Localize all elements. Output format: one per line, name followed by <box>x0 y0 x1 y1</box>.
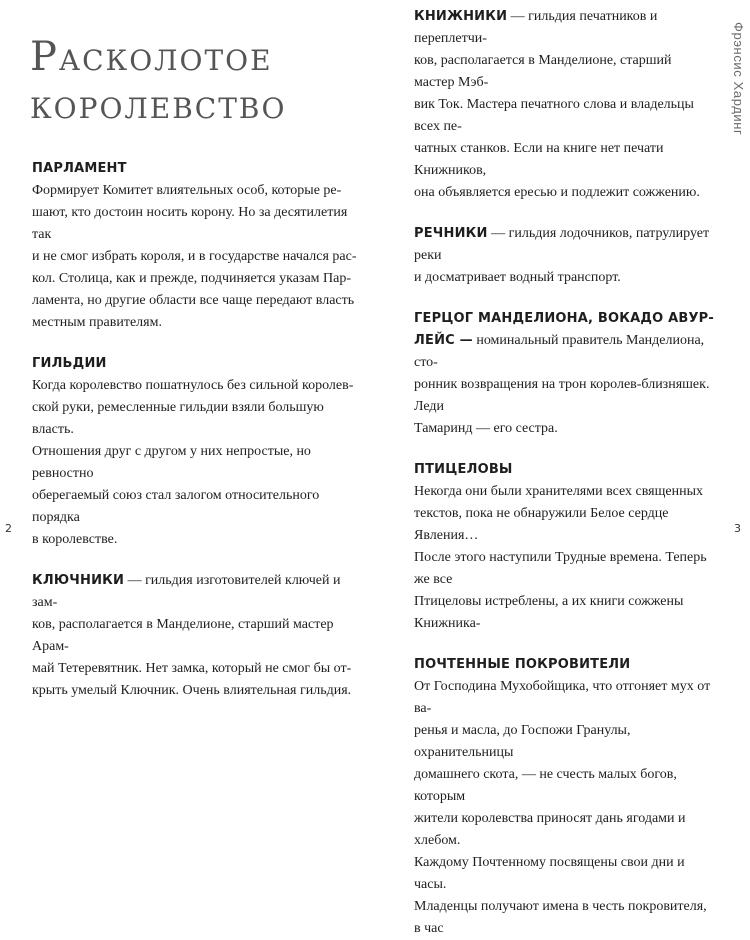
entry-line: Некогда они были хранителями всех священных <box>414 484 704 499</box>
entry-booksellers <box>414 6 714 204</box>
entry-line: Каждому Почтенному посвящены свои дни и часы. <box>414 855 685 892</box>
entry-line <box>414 6 714 50</box>
entry-line: После этого наступили Трудные времена. Теперь же все <box>414 550 707 587</box>
entry-line: и не смог избрать короля, и в государстве начался рас- <box>32 249 357 264</box>
entry-line <box>32 570 367 614</box>
entry-guilds <box>32 353 367 551</box>
entry-line <box>414 223 714 267</box>
entry-line: ламента, но другие области все чаще передают власть <box>32 293 355 308</box>
entry-birdkeepers <box>414 459 714 635</box>
entry-line: ронник возвращения на трон королев-близняшек. Леди <box>414 377 710 414</box>
entry-line: Когда королевство пошатнулось без сильной королев- <box>32 378 354 393</box>
entry-heading: РЕЧНИКИ <box>414 226 488 241</box>
page-number-left: 2 <box>5 522 12 535</box>
entry-line: домашнего скота, — не счесть малых богов, которым <box>414 767 677 804</box>
entry-line: май Тетеревятник. Нет замка, который не смог бы от- <box>32 661 352 676</box>
entry-patrons <box>414 654 714 940</box>
entry-line: она объявляется ересью и подлежит сожжению. <box>414 185 700 200</box>
entry-heading: ЛЕЙС — <box>414 333 473 348</box>
book-title <box>30 33 360 129</box>
entry-heading: ПОЧТЕННЫЕ ПОКРОВИТЕЛИ <box>414 657 631 672</box>
entry-line: Тамаринд — его сестра. <box>414 421 558 436</box>
entry-line: ков, располагается в Манделионе, старший мастер Арам- <box>32 617 334 654</box>
entry-line: ренья и масла, до Госпожи Гранулы, охранительницы <box>414 723 631 760</box>
entry-line <box>414 330 714 374</box>
entry-line: и досматривает водный транспорт. <box>414 270 621 285</box>
entry-line: ков, располагается в Манделионе, старший мастер Мэб- <box>414 53 672 90</box>
page-number-right: 3 <box>734 522 741 535</box>
entry-line: Птицеловы истреблены, а их книги сожжены Книжника- <box>414 594 684 631</box>
entry-heading: ПТИЦЕЛОВЫ <box>414 462 513 477</box>
entry-line: текстов, пока не обнаружили Белое сердце Явления… <box>414 506 669 543</box>
entry-parliament <box>32 158 367 334</box>
entry-line-rest: — гильдия изготовителей ключей и зам- <box>32 573 341 610</box>
entry-duke <box>414 308 714 440</box>
left-page-column <box>32 158 367 702</box>
entry-heading: ГЕРЦОГ МАНДЕЛИОНА, ВОКАДО АВУР- <box>414 311 715 326</box>
entry-line: ской руки, ремесленные гильдии взяли большую власть. <box>32 400 324 437</box>
right-page-column <box>414 6 714 940</box>
running-head-author: Фрэнсис Хардинг <box>731 22 746 136</box>
entry-rivermen <box>414 223 714 289</box>
book-title-line: Расколотое <box>30 33 273 80</box>
entry-line: в королевстве. <box>32 532 118 547</box>
entry-heading: КНИЖНИКИ <box>414 9 508 24</box>
entry-line: шают, кто достоин носить корону. Но за десятилетия так <box>32 205 348 242</box>
entry-line: Формирует Комитет влиятельных особ, которые ре- <box>32 183 342 198</box>
entry-line: жители королевства приносят дань ягодами и хлебом. <box>414 811 686 848</box>
book-title-line: королевство <box>30 81 287 128</box>
entry-line: кол. Столица, как и прежде, подчиняется указам Пар- <box>32 271 352 286</box>
entry-heading: ГИЛЬДИИ <box>32 356 107 371</box>
entry-line-rest: — гильдия печатников и переплетчи- <box>414 9 658 46</box>
entry-line: крыть умелый Ключник. Очень влиятельная гильдия. <box>32 683 352 698</box>
entry-line: Отношения друг с другом у них непростые, но ревностно <box>32 444 311 481</box>
entry-line: местным правителям. <box>32 315 162 330</box>
entry-line: От Господина Мухобойщика, что отгоняет мух от ва- <box>414 679 711 716</box>
entry-keymakers <box>32 570 367 702</box>
entry-heading: КЛЮЧНИКИ <box>32 573 125 588</box>
entry-line: чатных станков. Если на книге нет печати Книжников, <box>414 141 664 178</box>
entry-line: Младенцы получают имена в честь покровителя, в час <box>414 899 707 936</box>
entry-heading: ПАРЛАМЕНТ <box>32 161 127 176</box>
entry-line: вик Ток. Мастера печатного слова и владельцы всех пе- <box>414 97 694 134</box>
entry-line-rest: номинальный правитель Манделиона, сто- <box>414 333 705 370</box>
entry-line-rest: — гильдия лодочников, патрулирует реки <box>414 226 710 263</box>
entry-line: оберегаемый союз стал залогом относительного порядка <box>32 488 320 525</box>
